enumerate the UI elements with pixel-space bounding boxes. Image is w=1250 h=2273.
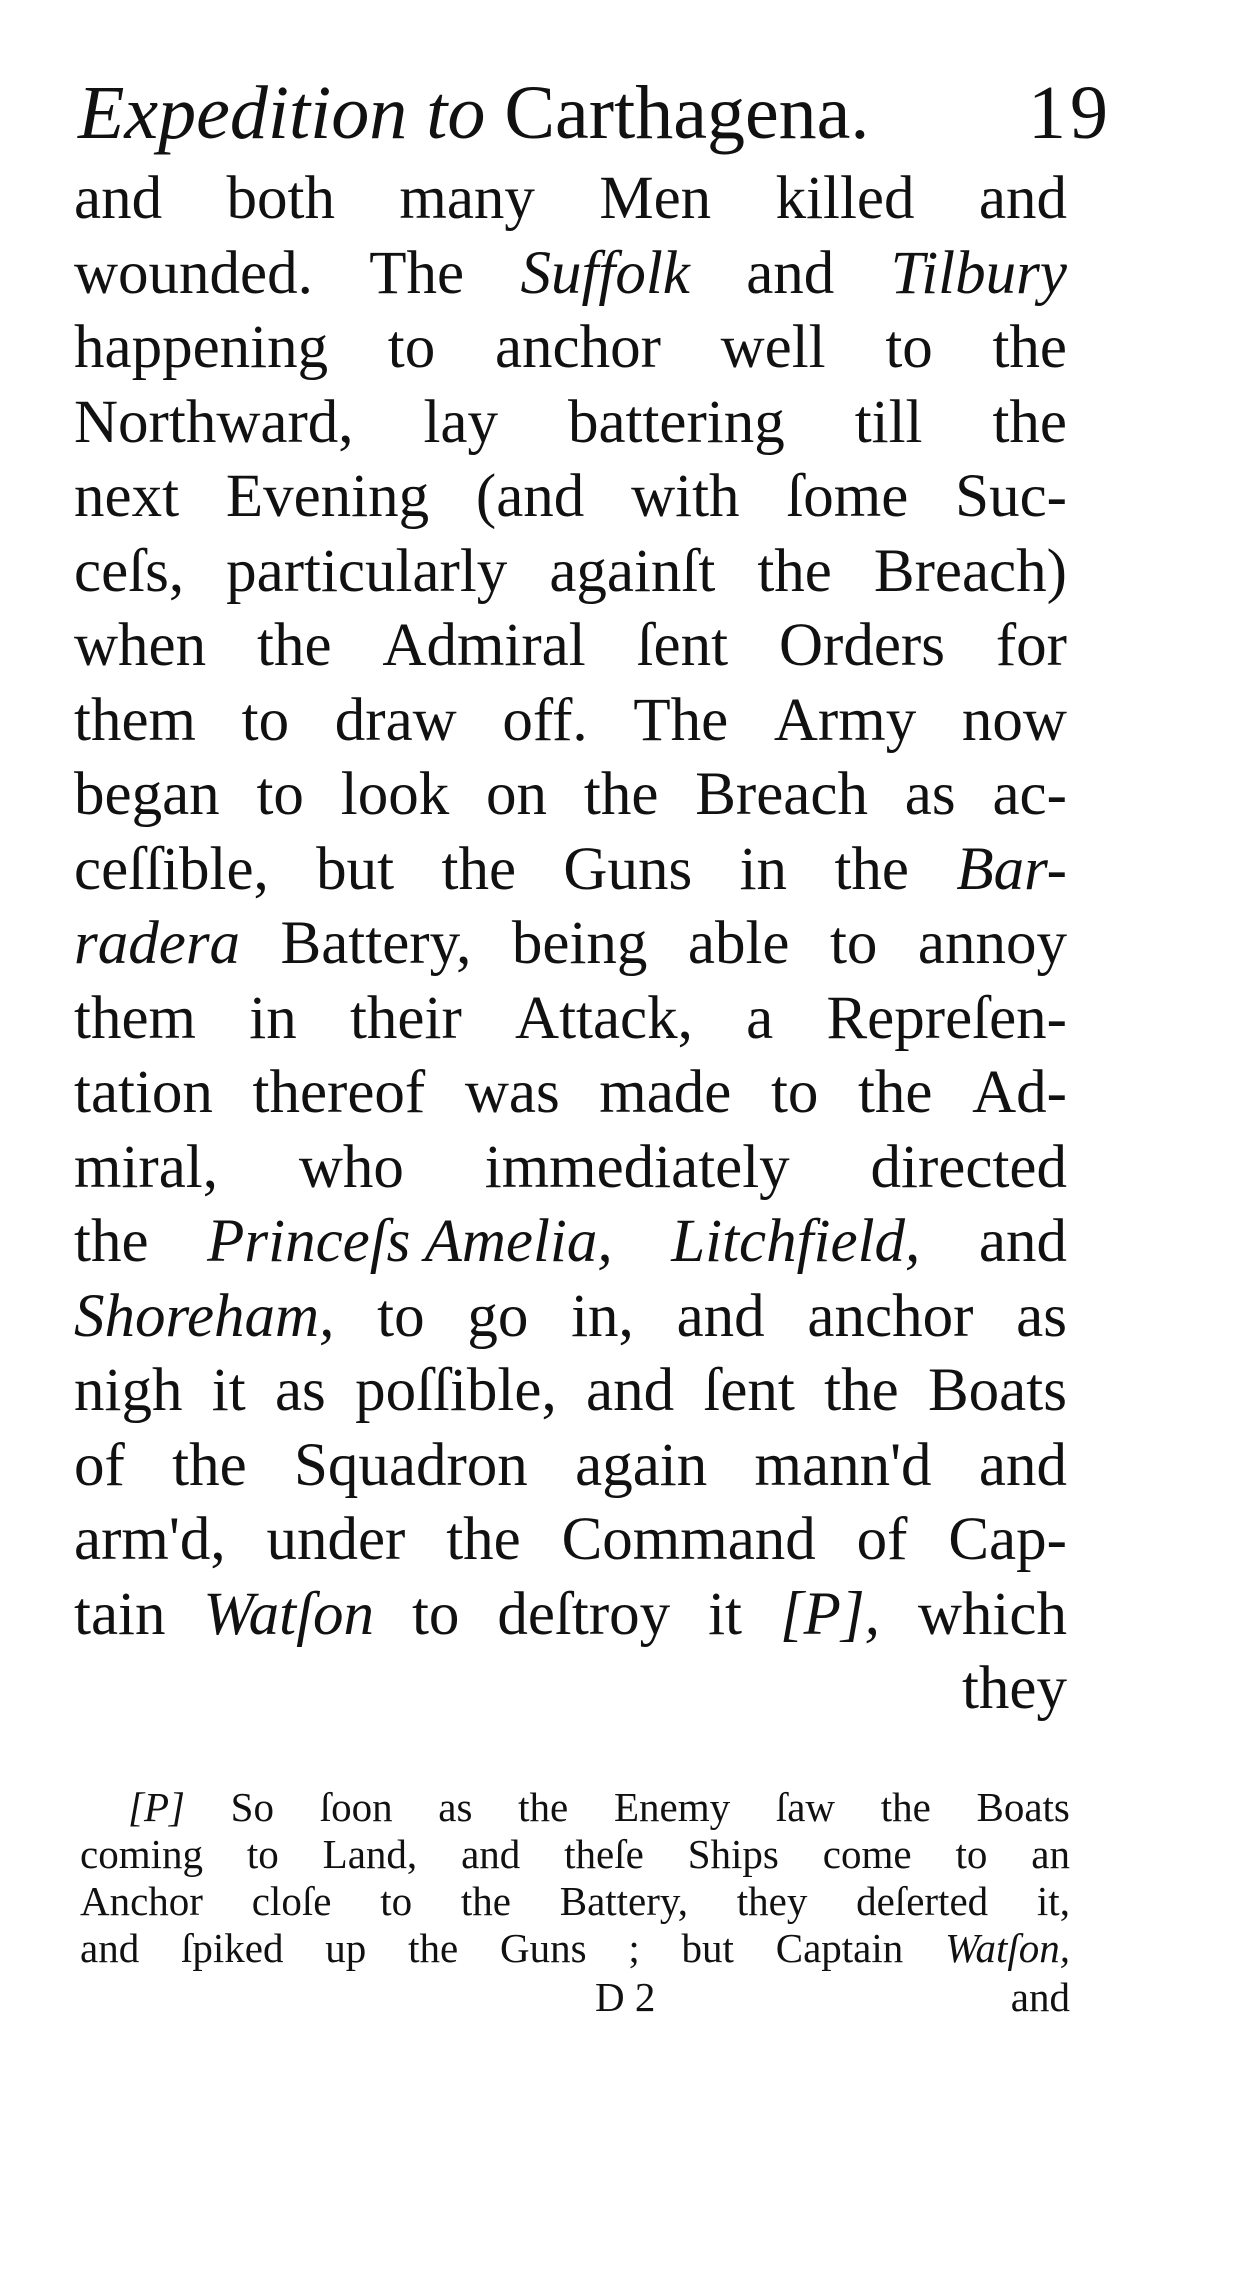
word: the <box>757 537 832 605</box>
word: which <box>917 1580 1067 1648</box>
word: wounded. <box>74 239 313 307</box>
word: the <box>257 612 332 679</box>
word: Breach <box>695 761 868 828</box>
word: again <box>575 1431 708 1499</box>
word: Watſon, <box>945 1925 1070 1971</box>
word: and <box>978 1208 1067 1275</box>
word: Men <box>599 165 712 232</box>
word: well <box>720 314 826 381</box>
word: Land, <box>322 1831 418 1877</box>
word: come <box>822 1831 912 1877</box>
word: immediately <box>484 1133 790 1201</box>
word: them <box>74 984 196 1052</box>
word: cloſe <box>251 1878 332 1924</box>
footnote-catchword: and <box>1010 1974 1070 2020</box>
word: many <box>399 165 535 232</box>
word: Repreſen- <box>826 984 1067 1052</box>
word: and <box>746 239 835 307</box>
word: ceſſible, <box>74 835 269 903</box>
word: the <box>834 835 909 903</box>
word: ; <box>628 1925 640 1971</box>
text-line <box>80 1878 1070 1925</box>
word: Bar- <box>956 835 1067 903</box>
word: now <box>961 686 1067 754</box>
word: to <box>411 1580 460 1648</box>
word: nigh <box>74 1357 183 1424</box>
text-line <box>74 907 1067 982</box>
word: and <box>978 1431 1067 1499</box>
word: off. <box>502 686 588 754</box>
word: Tilbury <box>890 239 1067 307</box>
word: ſpiked <box>181 1925 284 1971</box>
word: Boats <box>927 1357 1067 1424</box>
word: Army <box>773 686 917 754</box>
word: The <box>369 239 465 307</box>
word: Battery, <box>280 910 472 977</box>
word: it, <box>1036 1878 1070 1924</box>
word: the <box>441 835 517 903</box>
word: the <box>172 1431 247 1499</box>
word: of <box>74 1431 125 1499</box>
word: Cap- <box>948 1506 1067 1573</box>
word: who <box>298 1133 404 1201</box>
running-header <box>78 58 1112 168</box>
word: them <box>74 686 196 754</box>
signature-line <box>80 1972 1070 2022</box>
word: (and <box>475 463 585 530</box>
word: for <box>995 612 1067 679</box>
word: but <box>681 1925 734 1971</box>
header-title-italic: Expedition to <box>78 71 486 155</box>
word: to <box>380 1878 413 1924</box>
text-line <box>74 1280 1067 1355</box>
word: ſaw <box>775 1784 835 1830</box>
word: anchor <box>807 1282 974 1350</box>
word: thereof <box>252 1059 426 1126</box>
body-text <box>74 162 1067 1727</box>
word: to <box>770 1059 819 1126</box>
text-line <box>74 1205 1067 1280</box>
footnote <box>80 1784 1070 1972</box>
word: ſome <box>786 463 909 530</box>
word: anchor <box>494 314 661 381</box>
word: [P] <box>128 1784 185 1830</box>
word: killed <box>775 165 915 232</box>
word: to <box>829 910 878 977</box>
word: Suc- <box>955 463 1067 530</box>
word: to <box>377 1282 425 1350</box>
word: miral, <box>74 1133 218 1201</box>
word: happening <box>74 314 329 381</box>
header-title-roman: Carthagena. <box>504 71 870 155</box>
word: Attack, <box>515 984 693 1052</box>
word: Evening <box>225 463 430 530</box>
text-line <box>74 758 1067 833</box>
word: Battery, <box>559 1878 688 1924</box>
page-number: 19 <box>1028 71 1112 155</box>
word: next <box>74 463 180 530</box>
text-line <box>74 1578 1067 1653</box>
word: ſent <box>703 1357 795 1424</box>
text-line <box>74 1503 1067 1578</box>
word: a <box>746 984 774 1052</box>
word: an <box>1031 1831 1070 1877</box>
text-line <box>74 1429 1067 1504</box>
text-line <box>74 684 1067 759</box>
text-line <box>74 237 1067 312</box>
word: began <box>74 761 220 828</box>
word: the <box>857 1059 933 1126</box>
word: Boats <box>976 1784 1070 1830</box>
word: mann'd <box>754 1431 932 1499</box>
word: Anchor <box>80 1878 203 1924</box>
text-line <box>74 162 1067 237</box>
word: in <box>249 984 297 1052</box>
word: deſerted <box>856 1878 989 1924</box>
catchword-line <box>74 1652 1067 1727</box>
word: annoy <box>917 910 1067 977</box>
text-line <box>74 1131 1067 1206</box>
word: Captain <box>775 1925 904 1971</box>
word: the <box>583 761 659 828</box>
word: of <box>856 1506 908 1573</box>
word: Admiral <box>382 612 586 679</box>
word: under <box>266 1506 406 1573</box>
word: the <box>460 1878 511 1924</box>
word: Northward, <box>74 388 354 456</box>
word: as <box>274 1357 326 1424</box>
word: [P], <box>779 1580 880 1648</box>
word: go <box>467 1282 529 1350</box>
word: as <box>1016 1282 1067 1350</box>
word: able <box>687 910 790 977</box>
word: to <box>885 314 933 381</box>
word: Guns <box>499 1925 587 1971</box>
word: againſt <box>549 537 716 605</box>
word: coming <box>80 1831 203 1877</box>
word: and <box>74 165 163 232</box>
word: as <box>438 1784 473 1830</box>
word: the <box>824 1357 899 1424</box>
word: their <box>349 984 462 1052</box>
word: Command <box>561 1506 816 1573</box>
word: look <box>340 761 450 828</box>
signature-mark: D 2 <box>595 1974 656 2020</box>
word: Suffolk <box>520 239 690 307</box>
text-line <box>74 1056 1067 1131</box>
word: to <box>955 1831 988 1877</box>
word: and <box>978 165 1067 232</box>
text-line <box>80 1925 1070 1972</box>
word: draw <box>334 686 457 754</box>
word: Litchfield, <box>671 1208 921 1275</box>
word: and <box>676 1282 765 1350</box>
word: tation <box>74 1059 213 1126</box>
word: tain <box>74 1580 166 1648</box>
text-line <box>80 1784 1070 1831</box>
word: the <box>992 314 1067 381</box>
word: the <box>408 1925 459 1971</box>
word: both <box>226 165 335 232</box>
word: it <box>708 1580 742 1648</box>
word: ſent <box>636 612 729 679</box>
word: as <box>904 761 956 828</box>
word: the <box>518 1784 569 1830</box>
word: the <box>74 1208 149 1275</box>
word: Enemy <box>613 1784 731 1830</box>
word: Guns <box>563 835 693 903</box>
word: but <box>316 835 395 903</box>
word: ſoon <box>319 1784 393 1830</box>
word: to <box>241 686 290 754</box>
word: poſſible, <box>355 1357 557 1424</box>
word: ac- <box>992 761 1067 828</box>
word: Watſon <box>203 1580 375 1648</box>
text-line <box>80 1831 1070 1878</box>
word: Ad- <box>972 1059 1067 1126</box>
word: So <box>230 1784 274 1830</box>
word: Shoreham, <box>74 1282 335 1350</box>
word: deſtroy <box>497 1580 671 1648</box>
text-line <box>74 311 1067 386</box>
word: was <box>464 1059 560 1126</box>
word: to <box>387 314 436 381</box>
word: made <box>599 1059 732 1126</box>
word: Princeſs Amelia, <box>207 1208 613 1275</box>
word: they <box>736 1878 808 1924</box>
word: being <box>511 910 648 977</box>
word: Squadron <box>293 1431 528 1499</box>
word: the <box>992 388 1067 456</box>
word: directed <box>870 1133 1067 1201</box>
word: battering <box>567 388 785 456</box>
word: lay <box>423 388 498 456</box>
word: and <box>461 1831 521 1877</box>
text-line <box>74 535 1067 610</box>
word: Breach) <box>873 537 1067 605</box>
word: till <box>854 388 923 456</box>
word: theſe <box>564 1831 644 1877</box>
word: on <box>486 761 548 828</box>
text-line <box>74 982 1067 1057</box>
word: ceſs, <box>74 537 185 605</box>
word: and <box>586 1357 675 1424</box>
word: arm'd, <box>74 1506 226 1573</box>
word: Orders <box>778 612 945 679</box>
word: with <box>631 463 740 530</box>
text-line <box>74 609 1067 684</box>
text-line <box>74 833 1067 908</box>
word: particularly <box>226 537 508 605</box>
word: when <box>74 612 207 679</box>
text-line <box>74 1354 1067 1429</box>
word: to <box>246 1831 279 1877</box>
word: to <box>256 761 304 828</box>
word: Ships <box>687 1831 779 1877</box>
word: the <box>446 1506 521 1573</box>
word: in <box>739 835 788 903</box>
text-line <box>74 460 1067 535</box>
word: The <box>633 686 729 754</box>
word: and <box>80 1925 140 1971</box>
word: the <box>880 1784 931 1830</box>
word: up <box>325 1925 367 1971</box>
word: in, <box>571 1282 634 1350</box>
word: it <box>211 1357 246 1424</box>
body-catchword: they <box>961 1655 1067 1722</box>
text-line <box>74 386 1067 461</box>
word: radera <box>74 910 241 977</box>
